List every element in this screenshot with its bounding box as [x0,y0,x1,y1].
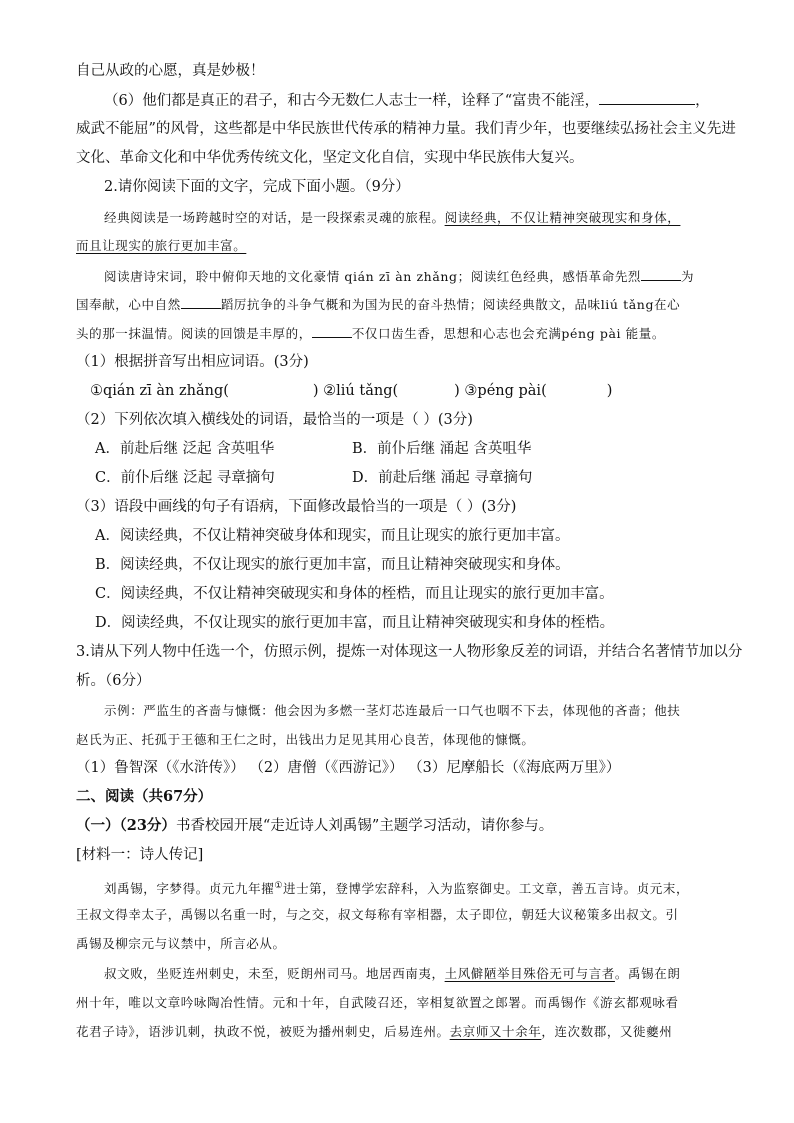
passage-line [76,236,246,256]
material-label: [材料一：诗人传记] [76,847,204,863]
example-line: 示例：严监生的吝啬与慷慨：他会因为多燃一茎灯芯连最后一口气也咽不下去，体现他的吝啬；他扶 [104,703,681,718]
choice-B[interactable]: B．阅读经典，不仅让现实的旅行更加丰富，而且让精神突破现实和身体。 [95,557,570,573]
passage-line: 阅读唐诗宋词，聆中俯仰天地的文化豪情 qián zī àn zhǎng；阅读红色经典，感悟革命先烈 为 [104,266,694,287]
character-options: （1）鲁智深（《水浒传》） （2）唐僧（《西游记》） （3）尼摩船长（《海底两万里》） [76,760,621,776]
question-title: 析。（6分） [76,673,151,689]
underlined-sentence: 阅读经典，不仅让精神突破现实和身体， [444,210,681,225]
choice-D[interactable]: D．阅读经典，不仅让现实的旅行更加丰富，而且让精神突破现实和身体的桎梏。 [95,615,615,631]
biography-line: 州十年，唯以文章吟咏陶冶性情。元和十年，自武陵召还，宰相复欲置之郎署。而禹锡作《游玄都观咏看 [76,995,679,1010]
biography-line: 花君子诗》，语涉讥刺，执政不悦，被贬为播州刺史，后易连州。去京师又十余年，连次数郡，又徙夔州 [76,1024,673,1039]
passage-line: 头的那一抹温情。阅读的回馈是丰厚的， 不仅口齿生香，思想和心志也会充满péng pài 能量。 [76,323,665,344]
answer-blank[interactable] [599,90,695,105]
text-line: 文化、革命文化和中华优秀传统文化，坚定文化自信，实现中华民族伟大复兴。 [76,150,584,166]
footnote-marker[interactable]: ① [274,881,283,891]
text-line: 威武不能屈”的风骨，这些都是中华民族世代传承的精神力量。我们青少年，也要继续弘扬社会主义先进 [76,121,736,137]
choice-C[interactable]: C．阅读经典，不仅让精神突破现实和身体的桎梏，而且让现实的旅行更加丰富。 [95,586,614,602]
underlined-sentence: 土风僻陋举目殊俗无可与言者 [444,966,615,981]
text-line: （6）他们都是真正的君子，和古今无数仁人志士一样，诠释了“富贵不能淫， ， [104,90,710,111]
underlined-sentence: 去京师又十余年 [449,1024,542,1039]
passage-line: 国奉献，心中自然 蹈厉抗争的斗争气概和为国为民的奋斗热情；阅读经典散文，品味liú tǎng在心 [76,294,680,315]
question-title: 2.请你阅读下面的文字，完成下面小题。（9分） [104,179,410,195]
answer-blank[interactable] [312,323,352,338]
question-title: 3.请从下列人物中任选一个，仿照示例，提炼一对体现这一人物形象反差的词语，并结合名著情节加以分 [76,644,743,660]
answer-blank[interactable] [181,294,221,309]
biography-line: 禹锡及柳宗元与议禁中，所言必从。 [76,936,286,951]
biography-line: 王叔文得幸太子，禹锡以名重一时，与之交，叔文每称有宰相器，太子即位，朝廷大议秘策多出叔文。引 [76,907,679,922]
passage-line: 经典阅读是一场跨越时空的对话，是一段探索灵魂的旅程。阅读经典，不仅让精神突破现实和身体， [104,210,681,225]
biography-line: 刘禹锡，字梦得。贞元九年擢①进士第，登博学宏辞科，入为监察御史。工文章，善五言诗。贞元末， [104,881,690,897]
choice-B[interactable]: B．前仆后继 涌起 含英咀华 [352,441,532,457]
choice-A[interactable]: A．阅读经典，不仅让精神突破身体和现实，而且让现实的旅行更加丰富。 [95,528,570,544]
sub-question: （3）语段中画线的句子有语病，下面修改最恰当的一项是（ ）(3分) [76,499,517,515]
pinyin-answers: ①qián zī àn zhǎng( ) ②liú tǎng( ) ③péng pài( ) [90,383,613,399]
text-line: 自己从政的心愿，真是妙极！ [76,63,265,79]
choice-D[interactable]: D．前赴后继 涌起 寻章摘句 [352,470,533,486]
section-title: 二、阅读（共67分） [76,788,213,805]
sub-question: （1）根据拼音写出相应词语。(3分) [76,354,309,370]
choice-A[interactable]: A．前赴后继 泛起 含英咀华 [95,441,275,457]
underlined-sentence: 而且让现实的旅行更加丰富。 [76,238,247,253]
choice-C[interactable]: C．前仆后继 泛起 寻章摘句 [95,470,275,486]
answer-blank[interactable] [641,266,681,281]
biography-line: 叔文败，坐贬连州刺史，未至，贬朗州司马。地居西南夷，土风僻陋举目殊俗无可与言者。禹锡在朗 [104,966,681,981]
example-line: 赵氏为正、托孤于王德和王仁之时，出钱出力足见其用心良苦，体现他的慷慨。 [76,732,535,747]
sub-question: （2）下列依次填入横线处的词语，最恰当的一项是（ ）(3分) [76,412,473,428]
part-title: （一）（23分）书香校园开展“走近诗人刘禹锡”主题学习活动，请你参与。 [76,817,554,834]
